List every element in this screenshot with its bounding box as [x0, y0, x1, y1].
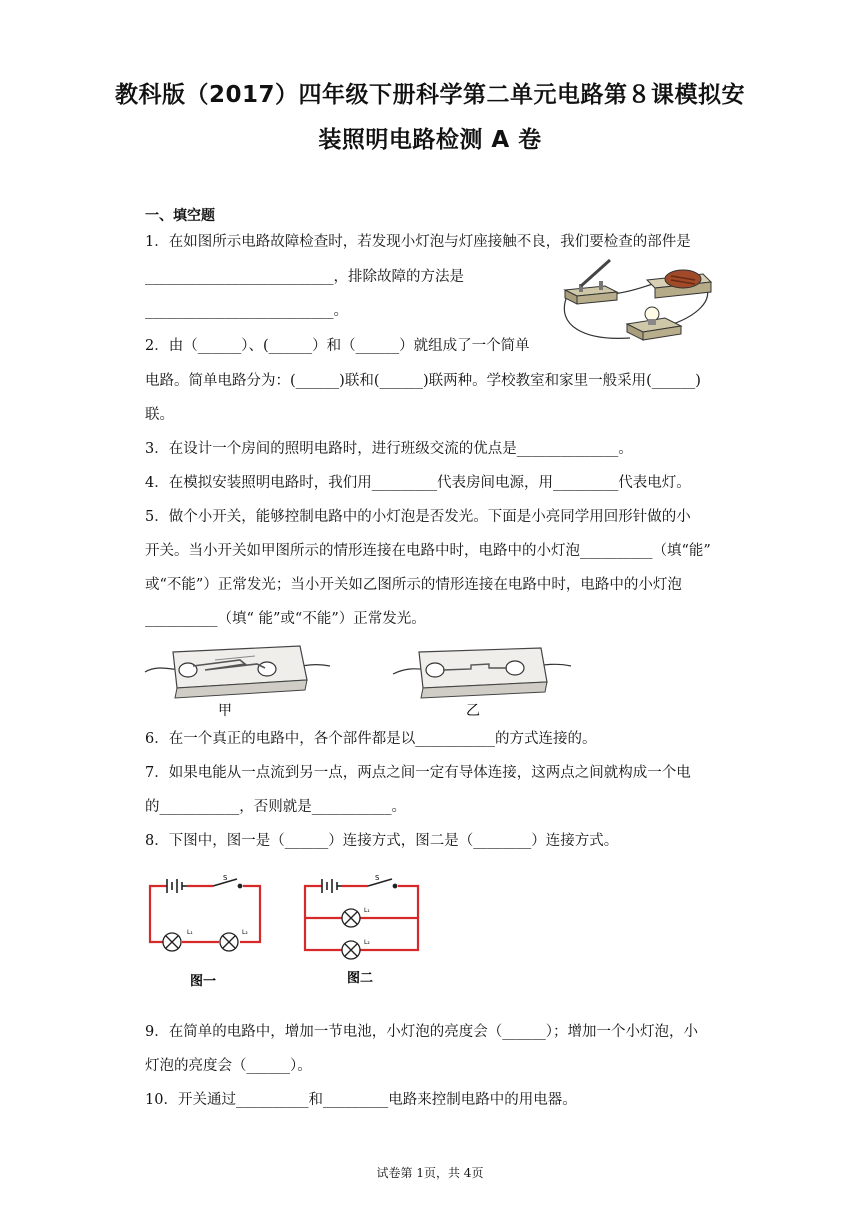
fig2-switch-label: S: [375, 874, 380, 882]
q1-line-1: 1．在如图所示电路故障检查时，若发现小灯泡与灯座接触不良，我们要检查的部件是: [145, 234, 691, 250]
fig1-lamp2-label: L₂: [242, 929, 248, 936]
q10-line: 10．开关通过__________和_________电路来控制电路中的用电器。: [145, 1092, 577, 1108]
q4-line: 4．在模拟安装照明电路时，我们用_________代表房间电源，用_________代表电灯。: [145, 475, 691, 491]
q2-line-3: 联。: [145, 407, 174, 423]
q5-line-2: 开关。当小开关如甲图所示的情形连接在电路中时，电路中的小灯泡__________（填“能”: [145, 543, 711, 559]
page-footer: 试卷第 1页，共 4页: [376, 1166, 484, 1180]
q3-line: 3．在设计一个房间的照明电路时，进行班级交流的优点是______________。: [145, 441, 633, 457]
lamp-l2-icon: [342, 941, 360, 959]
fig2-lamp1-label: L₁: [364, 907, 370, 914]
switch-figure-yi: [393, 640, 573, 722]
knife-switch-icon: [565, 260, 617, 304]
label-yi: 乙: [466, 703, 480, 719]
page-title-line-2: 装照明电路检测 A 卷: [318, 127, 542, 153]
q8-line-1: 8．下图中，图一是（______）连接方式，图二是（________）连接方式。: [145, 833, 619, 849]
lamp-l1-icon: [342, 909, 360, 927]
q9-line-2: 灯泡的亮度会（______）。: [145, 1058, 312, 1074]
fig1-label: 图一: [189, 974, 217, 989]
battery-icon: [647, 270, 711, 298]
q7-line-2: 的___________，否则就是___________。: [145, 799, 406, 815]
q5-line-1: 5．做个小开关，能够控制电路中的小灯泡是否发光。下面是小亮同学用回形针做的小: [145, 509, 691, 525]
q1-line-2: __________________________，排除故障的方法是: [145, 269, 464, 285]
page-title-line-1: 教科版（2017）四年级下册科学第二单元电路第８课模拟安: [114, 82, 745, 108]
fig2-label: 图二: [346, 971, 374, 986]
q5-line-4: __________（填“ 能”或“不能”）正常发光。: [145, 611, 426, 627]
lamp-l2-icon: [220, 933, 238, 951]
q7-line-1: 7．如果电能从一点流到另一点，两点之间一定有导体连接，这两点之间就构成一个电: [145, 765, 691, 781]
section-heading: 一、填空题: [145, 208, 215, 224]
switch-figure-jia: [145, 640, 335, 722]
label-jia: 甲: [218, 703, 232, 719]
fig2-lamp2-label: L₂: [364, 939, 370, 946]
q2-line-2: 电路。简单电路分为：(______)联和(______)联两种。学校教室和家里一般采用(______): [145, 373, 701, 389]
lamp-l1-icon: [163, 933, 181, 951]
q2-line-1: 2．由（______）、(______）和（______）就组成了一个简单: [145, 338, 530, 354]
bulb-icon: [627, 307, 681, 340]
fig1-switch-label: S: [223, 874, 228, 882]
fig1-lamp1-label: L₁: [187, 929, 193, 936]
q6-line: 6．在一个真正的电路中，各个部件都是以___________的方式连接的。: [145, 731, 597, 747]
q1-circuit-figure: [555, 256, 715, 348]
q5-line-3: 或“不能”）正常发光；当小开关如乙图所示的情形连接在电路中时，电路中的小灯泡: [145, 577, 682, 593]
q9-line-1: 9．在简单的电路中，增加一节电池，小灯泡的亮度会（______）；增加一个小灯泡，小: [145, 1024, 698, 1040]
parallel-circuit-figure: [300, 872, 425, 992]
q1-line-3: __________________________。: [145, 303, 348, 319]
series-circuit-figure: [145, 872, 270, 992]
